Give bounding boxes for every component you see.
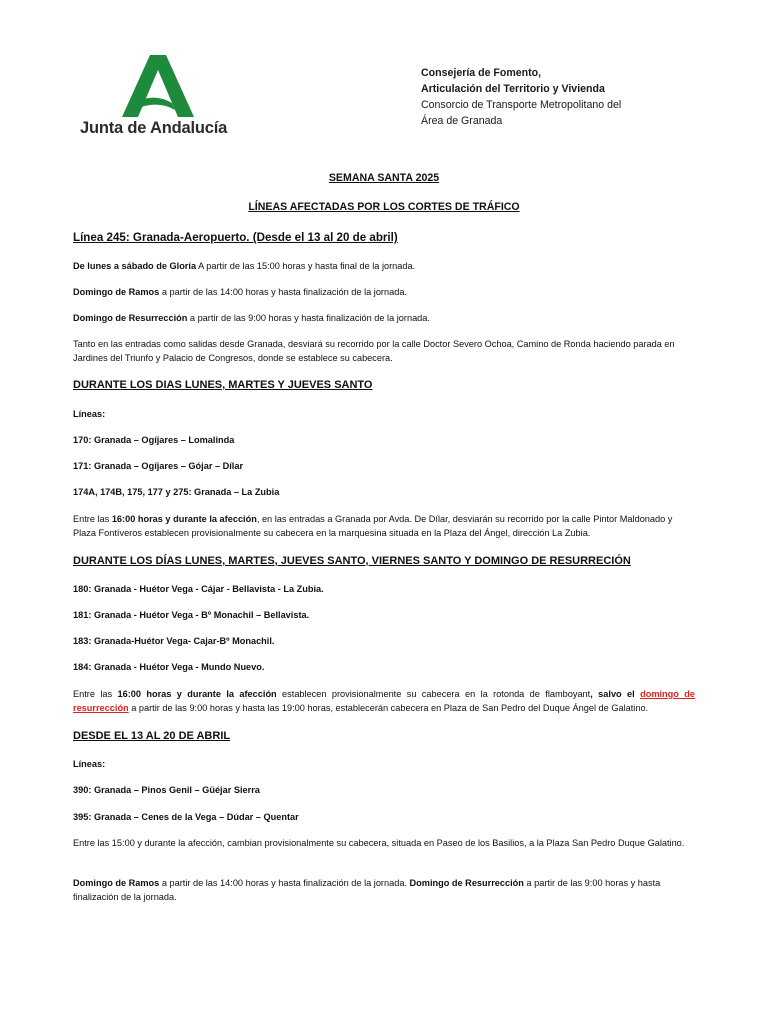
heading-linea-245: Línea 245: Granada-Aeropuerto. (Desde el 13 al 20 de abril): [73, 231, 398, 244]
text: a partir de las 14:00 horas y hasta finalización de la jornada.: [159, 878, 410, 888]
text: a partir de las 9:00 horas y hasta las 19:00 horas, establecerán cabecera en Plaza de San Pedro del Duque Ángel de Galatino.: [128, 703, 649, 713]
bold-text: Domingo de Ramos: [73, 287, 160, 297]
line-171: 171: Granada – Ogíjares – Gójar – Dílar: [73, 461, 244, 471]
paragraph-ramos-resurreccion: [73, 876, 695, 904]
text: Entre las: [73, 514, 112, 524]
org-line-4: Área de Granada: [421, 115, 503, 127]
line-184: 184: Granada - Huétor Vega - Mundo Nuevo.: [73, 662, 265, 672]
line-174: 174A, 174B, 175, 177 y 275: Granada – La Zubia: [73, 487, 280, 497]
bold-text: Domingo de Ramos: [73, 878, 160, 888]
title-semana-santa: SEMANA SANTA 2025: [328, 172, 440, 184]
paragraph-domingo-resurreccion: [73, 311, 695, 325]
line-170: 170: Granada – Ogíjares – Lomalinda: [73, 435, 235, 445]
line-180: 180: Granada - Huétor Vega - Cájar - Bellavista - La Zubia.: [73, 584, 324, 594]
org-line-2: Articulación del Territorio y Vivienda: [421, 83, 605, 95]
bold-text: De lunes a sábado de Gloría: [73, 261, 197, 271]
line-390: 390: Granada – Pinos Genil – Güéjar Sierra: [73, 785, 260, 795]
title-lineas-afectadas: LÍNEAS AFECTADAS POR LOS CORTES DE TRÁFICO: [248, 201, 520, 213]
org-line-1: Consejería de Fomento,: [421, 67, 542, 79]
paragraph-lmj-afeccion: [73, 512, 695, 540]
paragraph-desvio-245: Tanto en las entradas como salidas desde Granada, desviará su recorrido por la calle Doctor Severo Ochoa, Camino de Ronda haciendo parada en Jardines del Triunfo y Palacio de Congresos, donde se establece su cabecera.: [73, 339, 675, 363]
line-181: 181: Granada - Huétor Vega - Bº Monachil – Bellavista.: [73, 610, 310, 620]
bold-text: Domingo de Resurrección: [73, 313, 188, 323]
text: , en las entradas a Granada por Avda. De Dílar, desviarán su recorrido por la calle Pintor Maldonado y Plaza Fontíveros establecen provisionalmente su cabecera en la marquesina situada en la Plaza del Ángel, dirección La Zubia.: [73, 514, 673, 538]
lineas-label: Líneas:: [73, 759, 106, 769]
heading-lunes-martes-jueves: DURANTE LOS DIAS LUNES, MARTES Y JUEVES SANTO: [73, 379, 373, 391]
line-395: 395: Granada – Cenes de la Vega – Dúdar – Quentar: [73, 812, 299, 822]
bold-text: 16:00 horas y durante la afección: [111, 514, 257, 524]
text: a partir de las 9:00 horas y hasta finalización de la jornada.: [73, 878, 661, 902]
text: A partir de las 15:00 horas y hasta final de la jornada.: [196, 261, 416, 271]
paragraph-flamboyant: [73, 687, 695, 715]
junta-a-logo-icon: [122, 55, 194, 117]
lineas-label: Líneas:: [73, 409, 106, 419]
line-183: 183: Granada-Huétor Vega- Cajar-Bº Monachil.: [73, 636, 275, 646]
bold-text: 16:00 horas y durante la afección: [117, 689, 277, 699]
bold-text: Domingo de Resurrección: [409, 878, 524, 888]
heading-desde-13-al-20: DESDE EL 13 AL 20 DE ABRIL: [73, 730, 231, 742]
org-line-3: Consorcio de Transporte Metropolitano del: [421, 99, 622, 111]
text: Entre las: [73, 689, 118, 699]
paragraph-domingo-ramos: [73, 285, 695, 299]
highlighted-text: domingo de resurrección: [73, 689, 695, 713]
bold-text: , salvo el: [590, 689, 641, 699]
heading-lunes-martes-jueves-viernes-domingo: DURANTE LOS DÍAS LUNES, MARTES, JUEVES SANTO, VIERNES SANTO Y DOMINGO DE RESURRECIÓN: [73, 555, 631, 567]
paragraph-lunes-sabado: [73, 259, 695, 273]
logo-text: Junta de Andalucía: [80, 119, 228, 137]
text: establecen provisionalmente su cabecera en la rotonda de flamboyant: [276, 689, 591, 699]
paragraph-basilios: Entre las 15:00 y durante la afección, cambian provisionalmente su cabecera, situada en Paseo de los Basilios, a la Plaza San Pedro Duque Galatino.: [73, 838, 685, 848]
text: a partir de las 9:00 horas y hasta finalización de la jornada.: [187, 313, 430, 323]
junta-logo: [80, 55, 240, 140]
text: a partir de las 14:00 horas y hasta finalización de la jornada.: [159, 287, 407, 297]
organization-block: [421, 65, 681, 129]
